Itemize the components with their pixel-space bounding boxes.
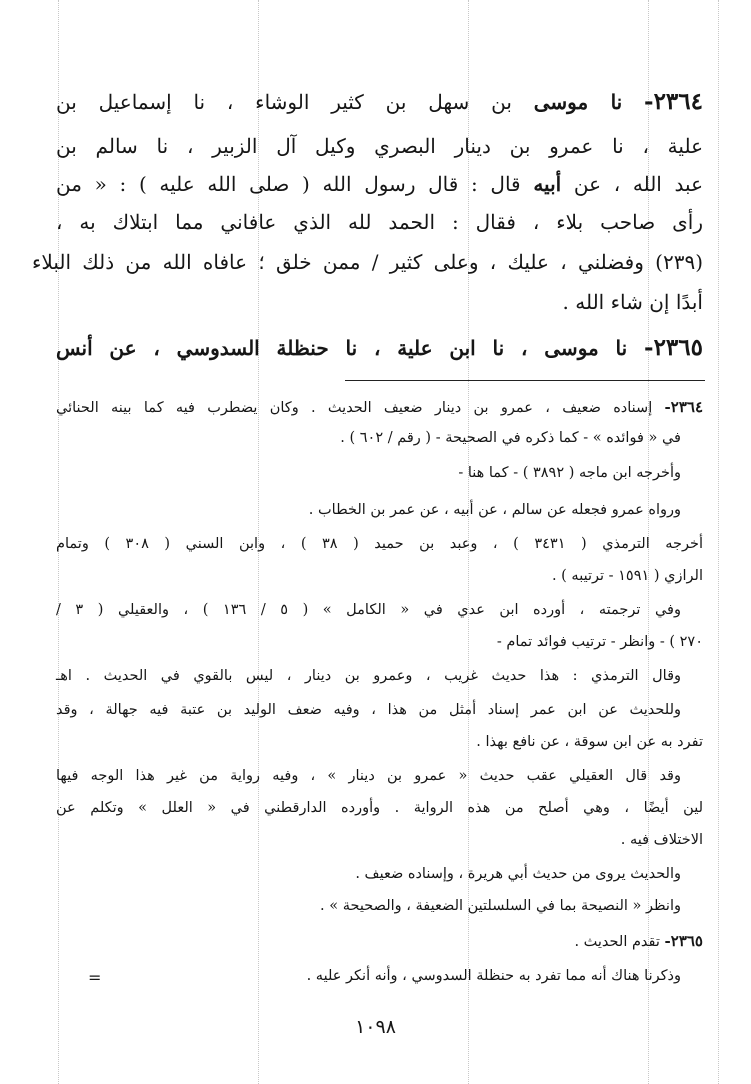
footnote-2364-line-14: الاختلاف فيه . [620,832,703,848]
hadith-2364-line-1 [56,88,703,115]
hadith-2364-line-5: (٢٣٩) وفضلني ، عليك ، وعلى كثير / ممن خلق ؛ عافاه الله من ذلك البلاء [32,250,703,274]
text-segment: قال : قال رسول الله ( صلى الله عليه ) : « من [56,172,521,196]
narrator-name: أبيه [533,172,562,196]
hadith-2365-line-1 [56,334,703,361]
text-segment: إسناده ضعيف ، عمرو بن دينار ضعيف الحديث . وكان يضطرب فيه كما بينه الحنائي [56,400,653,416]
narrator-name: نا موسى [533,90,623,114]
continuation-mark: = [88,968,102,987]
footnote-2364-line-6: الرازي ( ١٥٩١ - ترتيبه ) . [551,568,703,584]
text-segment: تقدم الحديث . [574,934,660,950]
hadith-2364-line-2: علية ، نا عمرو بن دينار البصري وكيل آل الزبير ، نا سالم بن [56,134,703,158]
footnote-2364-line-11: تفرد به عن ابن سوقة ، عن نافع بهذا . [476,734,703,750]
footnote-2364-line-2: في « فوائده » - كما ذكره في الصحيحة - ( رقم / ٦٠٢ ) . [340,430,681,446]
footnote-2364-line-4: ورواه عمرو فجعله عن سالم ، عن أبيه ، عن عمر بن الخطاب . [308,502,681,518]
hadith-number: ٢٣٦٥- [644,334,703,361]
footnote-2364-line-9: وقال الترمذي : هذا حديث غريب ، وعمرو بن دينار ، ليس بالقوي في الحديث . اهـ [56,668,681,684]
footnote-2364-line-16: وانظر « النصيحة بما في السلسلتين الضعيفة ، والصحيحة » . [320,898,681,914]
footnote-number: ٢٣٦٤- [664,398,704,416]
footnote-2364-line-7: وفي ترجمته ، أورده ابن عدي في « الكامل » ( ٥ / ١٣٦ ) ، والعقيلي ( ٣ / [56,602,681,618]
hadith-2364-line-4: رأى صاحب بلاء ، فقال : الحمد لله الذي عافاني مما ابتلاك به ، [56,210,703,234]
footnote-2364-line-12: وقد قال العقيلي عقب حديث « عمرو بن دينار » ، وفيه رواية من غير هذا الوجه فيها [56,768,681,784]
hadith-number: ٢٣٦٤- [644,88,703,115]
hadith-2364-line-3 [56,172,703,196]
footnote-2364-line-1 [56,398,703,416]
footnote-2365-line-2: وذكرنا هناك أنه مما تفرد به حنظلة السدوسي ، وأنه أنكر عليه . [306,968,681,984]
footnote-2364-line-5: أخرجه الترمذي ( ٣٤٣١ ) ، وعبد بن حميد ( ٣٨ ) ، وابن السني ( ٣٠٨ ) وتمام [56,536,703,552]
text-segment: نا موسى ، نا ابن علية ، نا حنظلة السدوسي ، عن أنس [56,336,628,360]
footnote-separator [345,380,705,381]
footnote-2364-line-13: لين أيضًا ، وهي أصلح من هذه الرواية . وأورده الدارقطني في « العلل » وتكلم عن [56,800,703,816]
footnote-number: ٢٣٦٥- [664,932,703,950]
hadith-2364-line-6: أبدًا إن شاء الله . [562,290,703,314]
footnote-2364-line-10: وللحديث عن ابن عمر إسناد أمثل من هذا ، وفيه ضعف الوليد بن عتبة فيه جهالة ، وقد [56,702,681,718]
scan-guide-line [718,0,719,1084]
footnote-2364-line-15: والحديث يروى من حديث أبي هريرة ، وإسناده ضعيف . [355,866,681,882]
text-segment: عبد الله ، عن [573,172,703,196]
footnote-2365-line-1 [56,932,703,950]
footnote-2364-line-8: ٢٧٠ ) - وانظر - ترتيب فوائد تمام - [496,634,703,650]
page-number: ١٠٩٨ [355,1016,396,1038]
text-segment: بن سهل بن كثير الوشاء ، نا إسماعيل بن [56,90,512,114]
footnote-2364-line-3: وأخرجه ابن ماجه ( ٣٨٩٢ ) - كما هنا - [458,465,681,481]
